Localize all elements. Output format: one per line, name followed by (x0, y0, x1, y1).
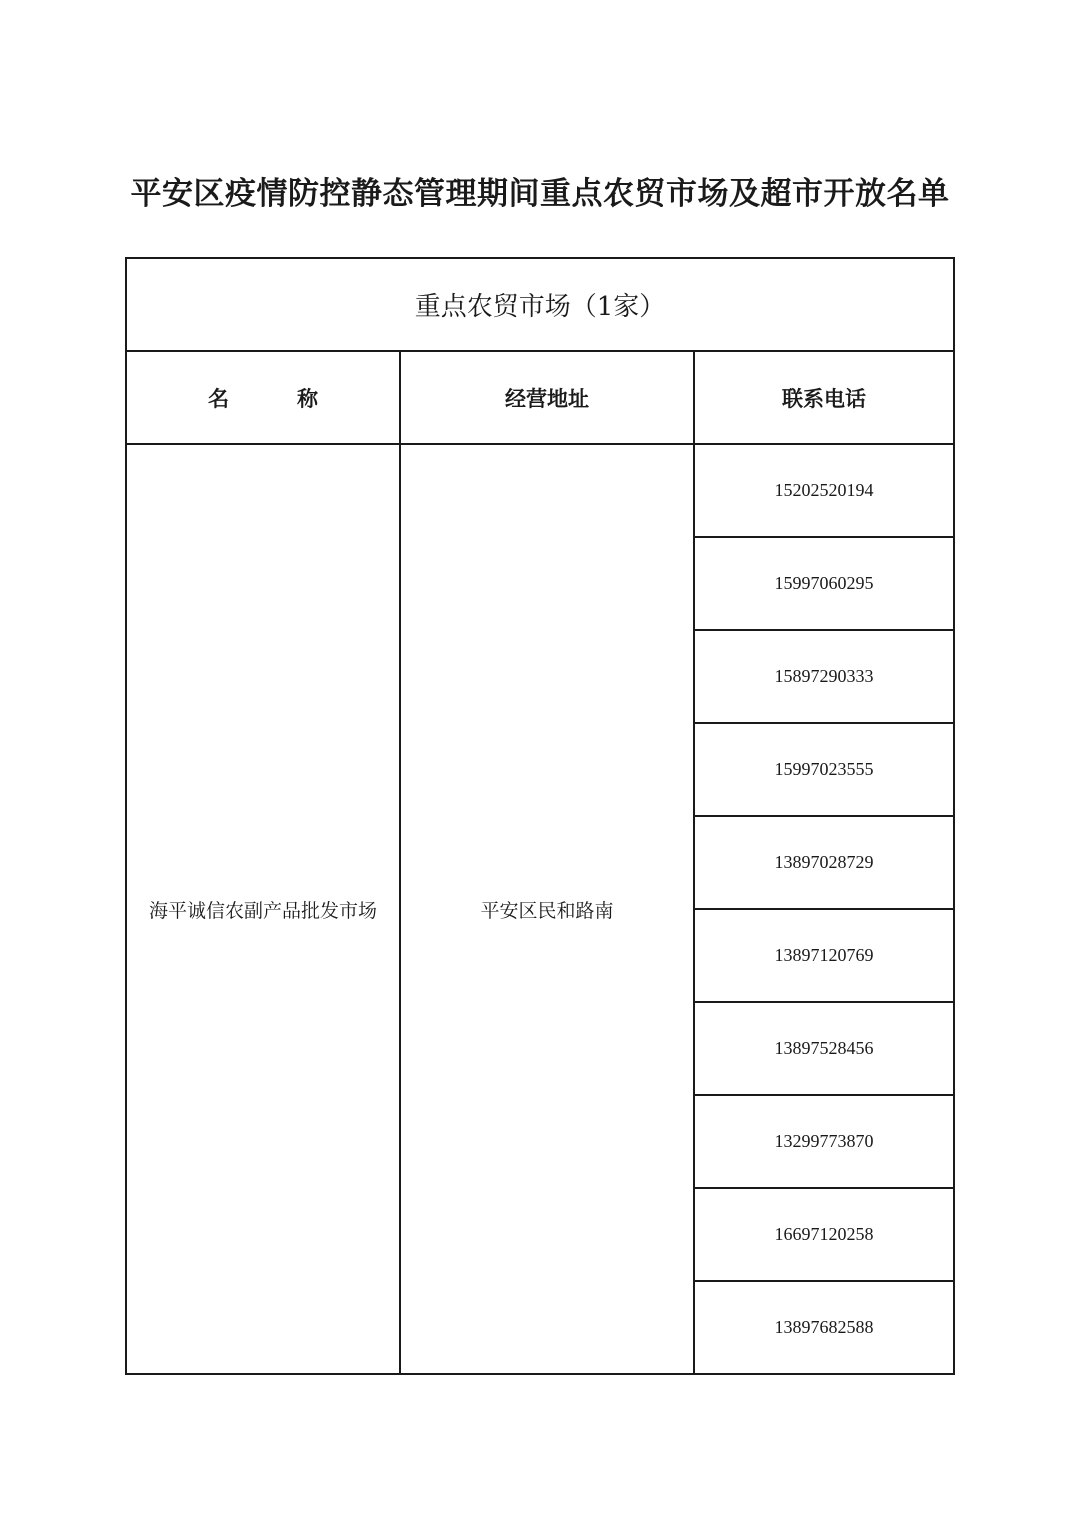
phone-cell: 15897290333 (694, 630, 954, 723)
column-header-row (126, 351, 954, 444)
phone-cell: 16697120258 (694, 1188, 954, 1281)
phone-cell: 15202520194 (694, 444, 954, 537)
phone-cell: 15997060295 (694, 537, 954, 630)
market-name-cell: 海平诚信农副产品批发市场 (126, 444, 400, 1374)
document-title: 平安区疫情防控静态管理期间重点农贸市场及超市开放名单 (130, 176, 950, 212)
table-row (126, 444, 954, 537)
column-header-phone: 联系电话 (694, 351, 954, 444)
market-table (125, 257, 955, 1375)
phone-cell: 13897682588 (694, 1281, 954, 1374)
column-header-address: 经营地址 (400, 351, 694, 444)
column-header-name-label: 名 称 (208, 386, 318, 411)
section-heading: 重点农贸市场（1家） (126, 258, 954, 351)
market-address-cell: 平安区民和路南 (400, 444, 694, 1374)
phone-cell: 13897120769 (694, 909, 954, 1002)
section-header-row (126, 258, 954, 351)
phone-cell: 13299773870 (694, 1095, 954, 1188)
column-header-name (126, 351, 400, 444)
phone-cell: 15997023555 (694, 723, 954, 816)
phone-cell: 13897028729 (694, 816, 954, 909)
phone-cell: 13897528456 (694, 1002, 954, 1095)
